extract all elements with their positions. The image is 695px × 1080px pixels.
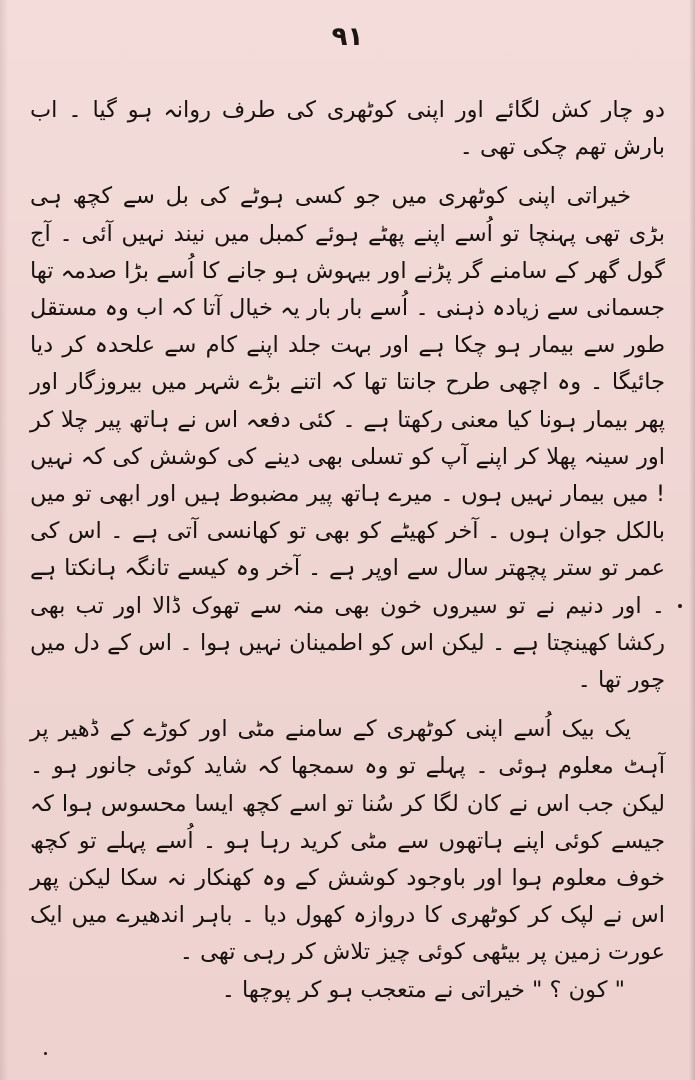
paragraph-3: یک بیک اُسے اپنی کوٹھری کے سامنے مٹی اور کوڑے کے ڈھیر پر آہٹ معلوم ہوئی ۔ پہلے تو وہ سمجھا کہ شاید کوئی جانور ہو ۔ لیکن جب اس نے کان لگا کر سُنا تو اسے کچھ ایسا محسوس ہوا کہ جیسے کوئی اپنے ہاتھوں سے مٹی کرید رہا ہو ۔ اُسے پہلے تو کچھ خوف معلوم ہوا اور باوجود کوشش کے وہ کھنکار نہ سکا لیکن پھر اس نے لپک کر کوٹھری کا دروازہ کھول دیا ۔ باہر اندھیرے میں ایک عورت زمین پر بیٹھی کوئی چیز تلاش کر رہی تھی ۔ (30, 716, 665, 966)
paragraph-1: دو چار کش لگائے اور اپنی کوٹھری کی طرف روانہ ہو گیا ۔ اب بارش تھم چکی تھی ۔ (30, 97, 665, 161)
paper-speck (44, 1052, 47, 1055)
paper-speck (678, 604, 682, 608)
page-shadow-left (0, 0, 8, 1080)
page-number: ۹۱ (331, 22, 364, 52)
paragraph-2: خیراتی اپنی کوٹھری میں جو کسی ہوٹے کی بل سے کچھ ہی بڑی تھی پہنچا تو اُسے اپنے پھٹے ہوئے کمبل میں نیند نہیں آئی ۔ آج گول گھر کے سامنے گر پڑنے اور بیہوش ہو جانے کا اُسے بڑا صدمہ تھا جسمانی سے زیادہ ذہنی ۔ اُسے بار بار یہ خیال آتا کہ اب وہ مستقل طور سے بیمار ہو چکا ہے اور بہت جلد اپنے کام سے علحدہ کر دیا جائیگا ۔ وہ اچھی طرح جانتا تھا کہ اتنے بڑے شہر میں بیروزگار اور پھر بیمار ہونا کیا معنی رکھتا ہے ۔ کئی دفعہ اس نے ہاتھ پیر چلا کر اور سینہ پھلا کر اپنے آپ کو تسلی بھی دینے کی کوشش کی کہ نہیں ! میں بیمار نہیں ہوں ۔ میرے ہاتھ پیر مضبوط ہیں اور ابھی تو میں بالکل جوان ہوں ۔ آخر کھیٹے کو بھی تو کھانسی آتی ہے ۔ اس کی عمر تو ستر پچھتر سال سے اوپر ہے ۔ آخر وہ کیسے تانگہ ہانکتا ہے ۔ اور دنیم نے تو سیروں خون بھی منہ سے تھوک ڈالا اور تب بھی رکشا کھینچتا ہے ۔ لیکن اس کو اطمینان نہیں ہوا ۔ اس کے دل میں چور تھا ۔ (30, 183, 665, 694)
page-body-text (30, 92, 665, 1009)
page-shadow-right (689, 0, 695, 1080)
paragraph-4: " کون ؟ " خیراتی نے متعجب ہو کر پوچھا ۔ (221, 976, 625, 1003)
